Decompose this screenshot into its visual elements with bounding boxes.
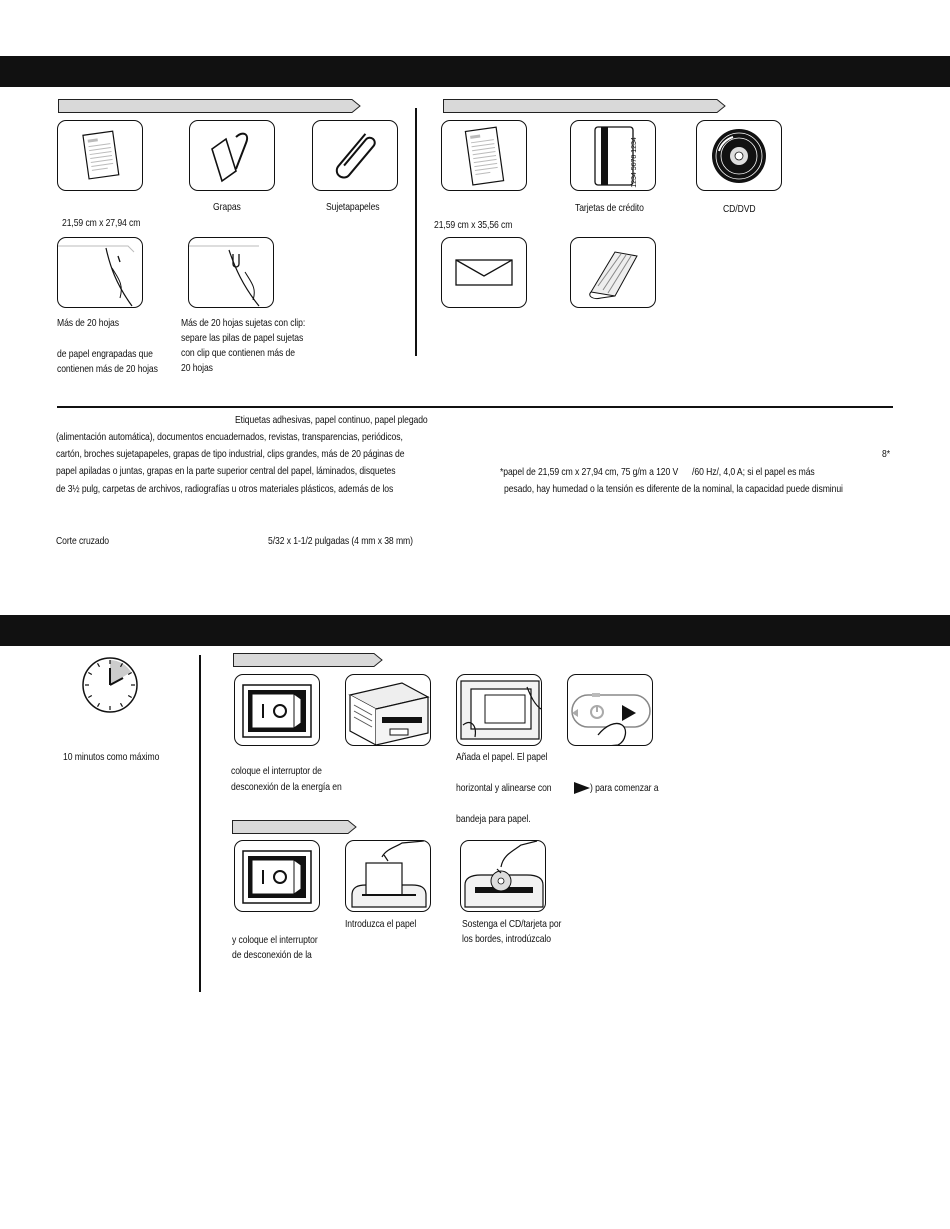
capacity-note-line2: pesado, hay humedad o la tensión es diferente de la nominal, la capacidad puede disminui bbox=[504, 483, 843, 495]
card-number: 1234 5678 1234 bbox=[630, 137, 638, 188]
power-switch-icon bbox=[235, 841, 320, 912]
category-arrow-right bbox=[443, 99, 726, 113]
continuous-paper-box bbox=[570, 237, 656, 308]
specs-rule bbox=[57, 406, 893, 408]
auto-step3-line1: Añada el papel. El papel bbox=[456, 751, 548, 763]
paperclip-box bbox=[312, 120, 398, 191]
clipped-sheets-box bbox=[188, 237, 274, 308]
category-arrow-left bbox=[58, 99, 361, 113]
start-button-icon bbox=[568, 675, 653, 746]
divider-bottom bbox=[199, 655, 201, 992]
capacity-value: 8* bbox=[882, 448, 890, 460]
manual-feed-arrow bbox=[232, 820, 357, 834]
credit-card-icon bbox=[571, 121, 656, 191]
capacity-note-line1: *papel de 21,59 cm x 27,94 cm, 75 g/m a 120 V /60 Hz/, 4,0 A; si el papel es más bbox=[500, 466, 815, 478]
clipped-sheets-icon bbox=[189, 238, 274, 308]
manual-step2-label: Introduzca el papel bbox=[345, 918, 417, 930]
cd-dvd-box bbox=[696, 120, 782, 191]
auto-step1-line1: coloque el interruptor de bbox=[231, 765, 322, 777]
power-switch-box bbox=[234, 674, 320, 746]
clipped-sheets-line1: Más de 20 hojas sujetas con clip: bbox=[181, 317, 306, 329]
cd-icon bbox=[697, 121, 782, 191]
paper-letter-size: 21,59 cm x 27,94 cm bbox=[62, 217, 141, 229]
auto-step3-line3: bandeja para papel. bbox=[456, 813, 531, 825]
cut-size: 5/32 x 1-1/2 pulgadas (4 mm x 38 mm) bbox=[268, 535, 413, 547]
stapled-sheets-line1: Más de 20 hojas bbox=[57, 317, 119, 329]
paper-legal-size: 21,59 cm x 35,56 cm bbox=[434, 219, 513, 231]
paper-tray-box bbox=[456, 674, 542, 746]
not-accepted-line5: de 3½ pulg, carpetas de archivos, radiografías u otros materiales plásticos, además de los bbox=[56, 483, 394, 495]
auto-feed-arrow bbox=[233, 653, 383, 667]
section-header-bar-top bbox=[0, 56, 950, 87]
control-panel-box bbox=[567, 674, 653, 746]
insert-paper-icon bbox=[346, 841, 431, 912]
clipped-sheets-line4: 20 hojas bbox=[181, 362, 213, 374]
legal-paper-box bbox=[441, 120, 527, 191]
clock-icon bbox=[81, 656, 139, 714]
manual-power-switch-box bbox=[234, 840, 320, 912]
power-switch-icon bbox=[235, 675, 320, 746]
paperclips-label: Sujetapapeles bbox=[326, 201, 380, 213]
stapled-sheets-icon bbox=[58, 238, 143, 308]
continuous-paper-icon bbox=[571, 238, 656, 308]
envelope-box bbox=[441, 237, 527, 308]
manual-step1-line1: y coloque el interruptor bbox=[232, 934, 318, 946]
not-accepted-line3: cartón, broches sujetapapeles, grapas de tipo industrial, clips grandes, más de 20 páginas de bbox=[56, 448, 405, 460]
stapled-sheets-line2: de papel engrapadas que bbox=[57, 348, 153, 360]
auto-step1-line2: desconexión de la energía en bbox=[231, 781, 342, 793]
not-accepted-line1: Etiquetas adhesivas, papel continuo, papel plegado bbox=[235, 414, 428, 426]
staples-box bbox=[189, 120, 275, 191]
manual-paper-box bbox=[345, 840, 431, 912]
credit-cards-label: Tarjetas de crédito bbox=[575, 202, 644, 214]
cd-dvd-label: CD/DVD bbox=[723, 203, 756, 215]
paper-sheet-icon bbox=[58, 121, 143, 191]
not-accepted-line4: papel apiladas o juntas, grapas en la parte superior central del papel, láminados, disquetes bbox=[56, 465, 396, 477]
envelope-icon bbox=[442, 238, 527, 308]
cut-type-label: Corte cruzado bbox=[56, 535, 110, 547]
shredder-auto-box bbox=[345, 674, 431, 746]
shredder-icon bbox=[346, 675, 431, 746]
insert-cd-icon bbox=[461, 841, 546, 912]
manual-step3-line2: los bordes, introdúzcalo bbox=[462, 933, 551, 945]
clipped-sheets-line2: separe las pilas de papel sujetas bbox=[181, 332, 304, 344]
stapled-sheets-line3: contienen más de 20 hojas bbox=[57, 363, 158, 375]
manual-cd-box bbox=[460, 840, 546, 912]
not-accepted-line2: (alimentación automática), documentos encuadernados, revistas, transparencias, periódicos, bbox=[56, 431, 403, 443]
max-time-label: 10 minutos como máximo bbox=[63, 751, 160, 763]
manual-step1-line2: de desconexión de la bbox=[232, 949, 312, 961]
manual-step3-line1: Sostenga el CD/tarjeta por bbox=[462, 918, 562, 930]
divider-top bbox=[415, 108, 417, 356]
auto-step3-line2: horizontal y alinearse con bbox=[456, 782, 552, 794]
start-triangle-icon bbox=[574, 782, 590, 794]
paper-tray-icon bbox=[457, 675, 542, 746]
paper-sheet-box bbox=[57, 120, 143, 191]
staple-icon bbox=[190, 121, 275, 191]
staples-label: Grapas bbox=[213, 201, 241, 213]
paperclip-icon bbox=[313, 121, 398, 191]
auto-step4-text: ) para comenzar a bbox=[590, 782, 659, 794]
section-header-bar-bottom bbox=[0, 615, 950, 646]
paper-sheet-icon bbox=[442, 121, 527, 191]
credit-card-box bbox=[570, 120, 656, 191]
clipped-sheets-line3: con clip que contienen más de bbox=[181, 347, 295, 359]
stapled-sheets-box bbox=[57, 237, 143, 308]
